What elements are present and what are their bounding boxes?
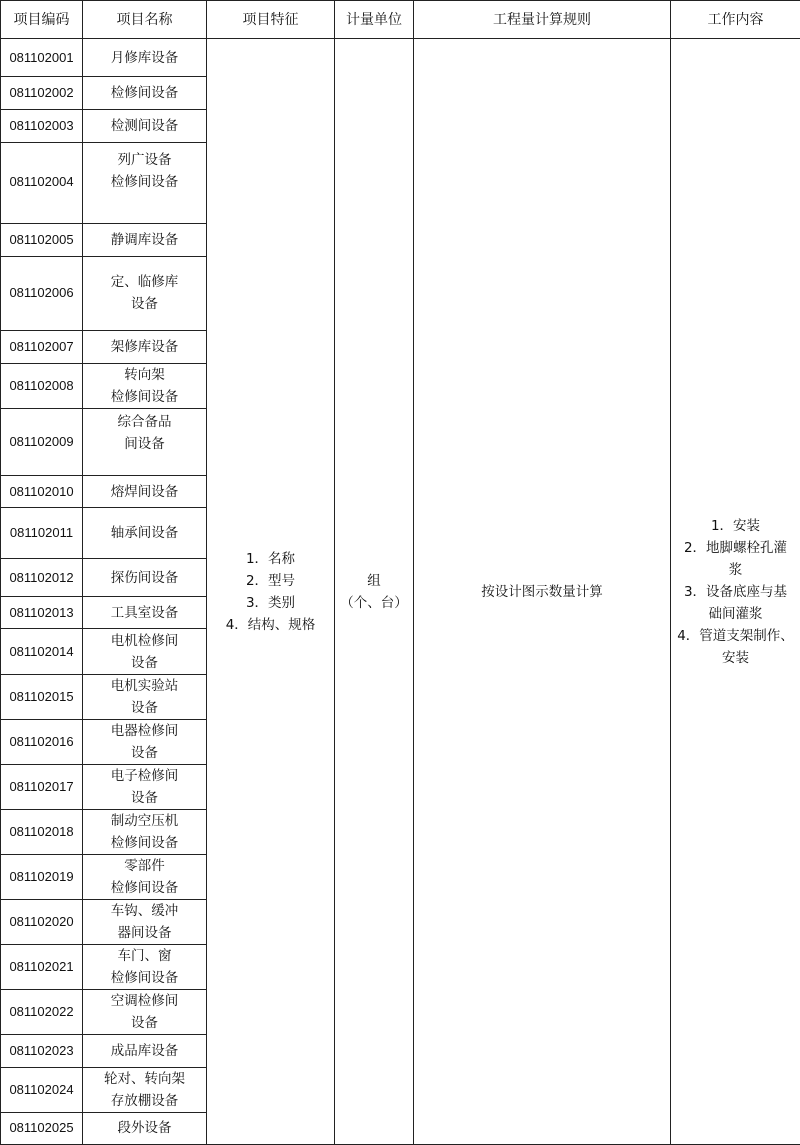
table-row [1, 39, 800, 77]
item-name: 电子检修间 设备 [83, 764, 207, 809]
header-work: 工作内容 [671, 1, 800, 39]
item-code: 081102017 [1, 764, 83, 809]
item-name: 月修库设备 [83, 39, 207, 77]
item-code: 081102011 [1, 508, 83, 559]
item-name: 综合备品 间设备 [83, 408, 207, 475]
item-code: 081102025 [1, 1112, 83, 1144]
item-code: 081102020 [1, 900, 83, 945]
item-name: 架修库设备 [83, 330, 207, 363]
calculation-rule: 按设计图示数量计算 [414, 39, 671, 1145]
item-name: 成品库设备 [83, 1035, 207, 1067]
item-name: 电机实验站 设备 [83, 674, 207, 719]
item-code: 081102004 [1, 143, 83, 224]
item-name: 熔焊间设备 [83, 476, 207, 508]
item-code: 081102006 [1, 256, 83, 330]
item-code: 081102008 [1, 363, 83, 408]
item-code: 081102018 [1, 809, 83, 854]
item-code: 081102002 [1, 77, 83, 110]
header-row [1, 1, 800, 39]
item-code: 081102007 [1, 330, 83, 363]
work-content: 1．安装 2．地脚螺栓孔灌 浆 3．设备底座与基 础间灌浆 4．管道支架制作、 安装 [671, 39, 800, 1145]
item-name: 检修间设备 [83, 77, 207, 110]
header-rule: 工程量计算规则 [414, 1, 671, 39]
item-code: 081102019 [1, 855, 83, 900]
item-name: 轴承间设备 [83, 508, 207, 559]
item-code: 081102021 [1, 945, 83, 990]
item-name: 电机检修间 设备 [83, 629, 207, 674]
header-features: 项目特征 [207, 1, 335, 39]
item-code: 081102010 [1, 476, 83, 508]
item-code: 081102009 [1, 408, 83, 475]
item-code: 081102023 [1, 1035, 83, 1067]
item-name: 空调检修间 设备 [83, 990, 207, 1035]
item-name: 检测间设备 [83, 110, 207, 143]
item-name: 静调库设备 [83, 224, 207, 256]
item-code: 081102024 [1, 1067, 83, 1112]
item-code: 081102005 [1, 224, 83, 256]
item-name: 探伤间设备 [83, 559, 207, 597]
item-code: 081102016 [1, 719, 83, 764]
item-code: 081102014 [1, 629, 83, 674]
header-code: 项目编码 [1, 1, 83, 39]
item-code: 081102003 [1, 110, 83, 143]
item-name: 零部件 检修间设备 [83, 855, 207, 900]
item-code: 081102022 [1, 990, 83, 1035]
header-name: 项目名称 [83, 1, 207, 39]
unit-of-measure: 组 （个、台） [335, 39, 414, 1145]
item-name: 制动空压机 检修间设备 [83, 809, 207, 854]
item-name: 电器检修间 设备 [83, 719, 207, 764]
item-code: 081102001 [1, 39, 83, 77]
item-name: 段外设备 [83, 1112, 207, 1144]
item-name: 列广设备 检修间设备 [83, 143, 207, 224]
item-name: 车钩、缓冲 器间设备 [83, 900, 207, 945]
item-code: 081102013 [1, 597, 83, 629]
item-code: 081102012 [1, 559, 83, 597]
item-code: 081102015 [1, 674, 83, 719]
item-name: 车门、窗 检修间设备 [83, 945, 207, 990]
item-name: 轮对、转向架 存放棚设备 [83, 1067, 207, 1112]
item-name: 转向架 检修间设备 [83, 363, 207, 408]
item-name: 工具室设备 [83, 597, 207, 629]
header-unit: 计量单位 [335, 1, 414, 39]
item-features: 1．名称 2．型号 3．类别 4．结构、规格 [207, 39, 335, 1145]
item-name: 定、临修库 设备 [83, 256, 207, 330]
